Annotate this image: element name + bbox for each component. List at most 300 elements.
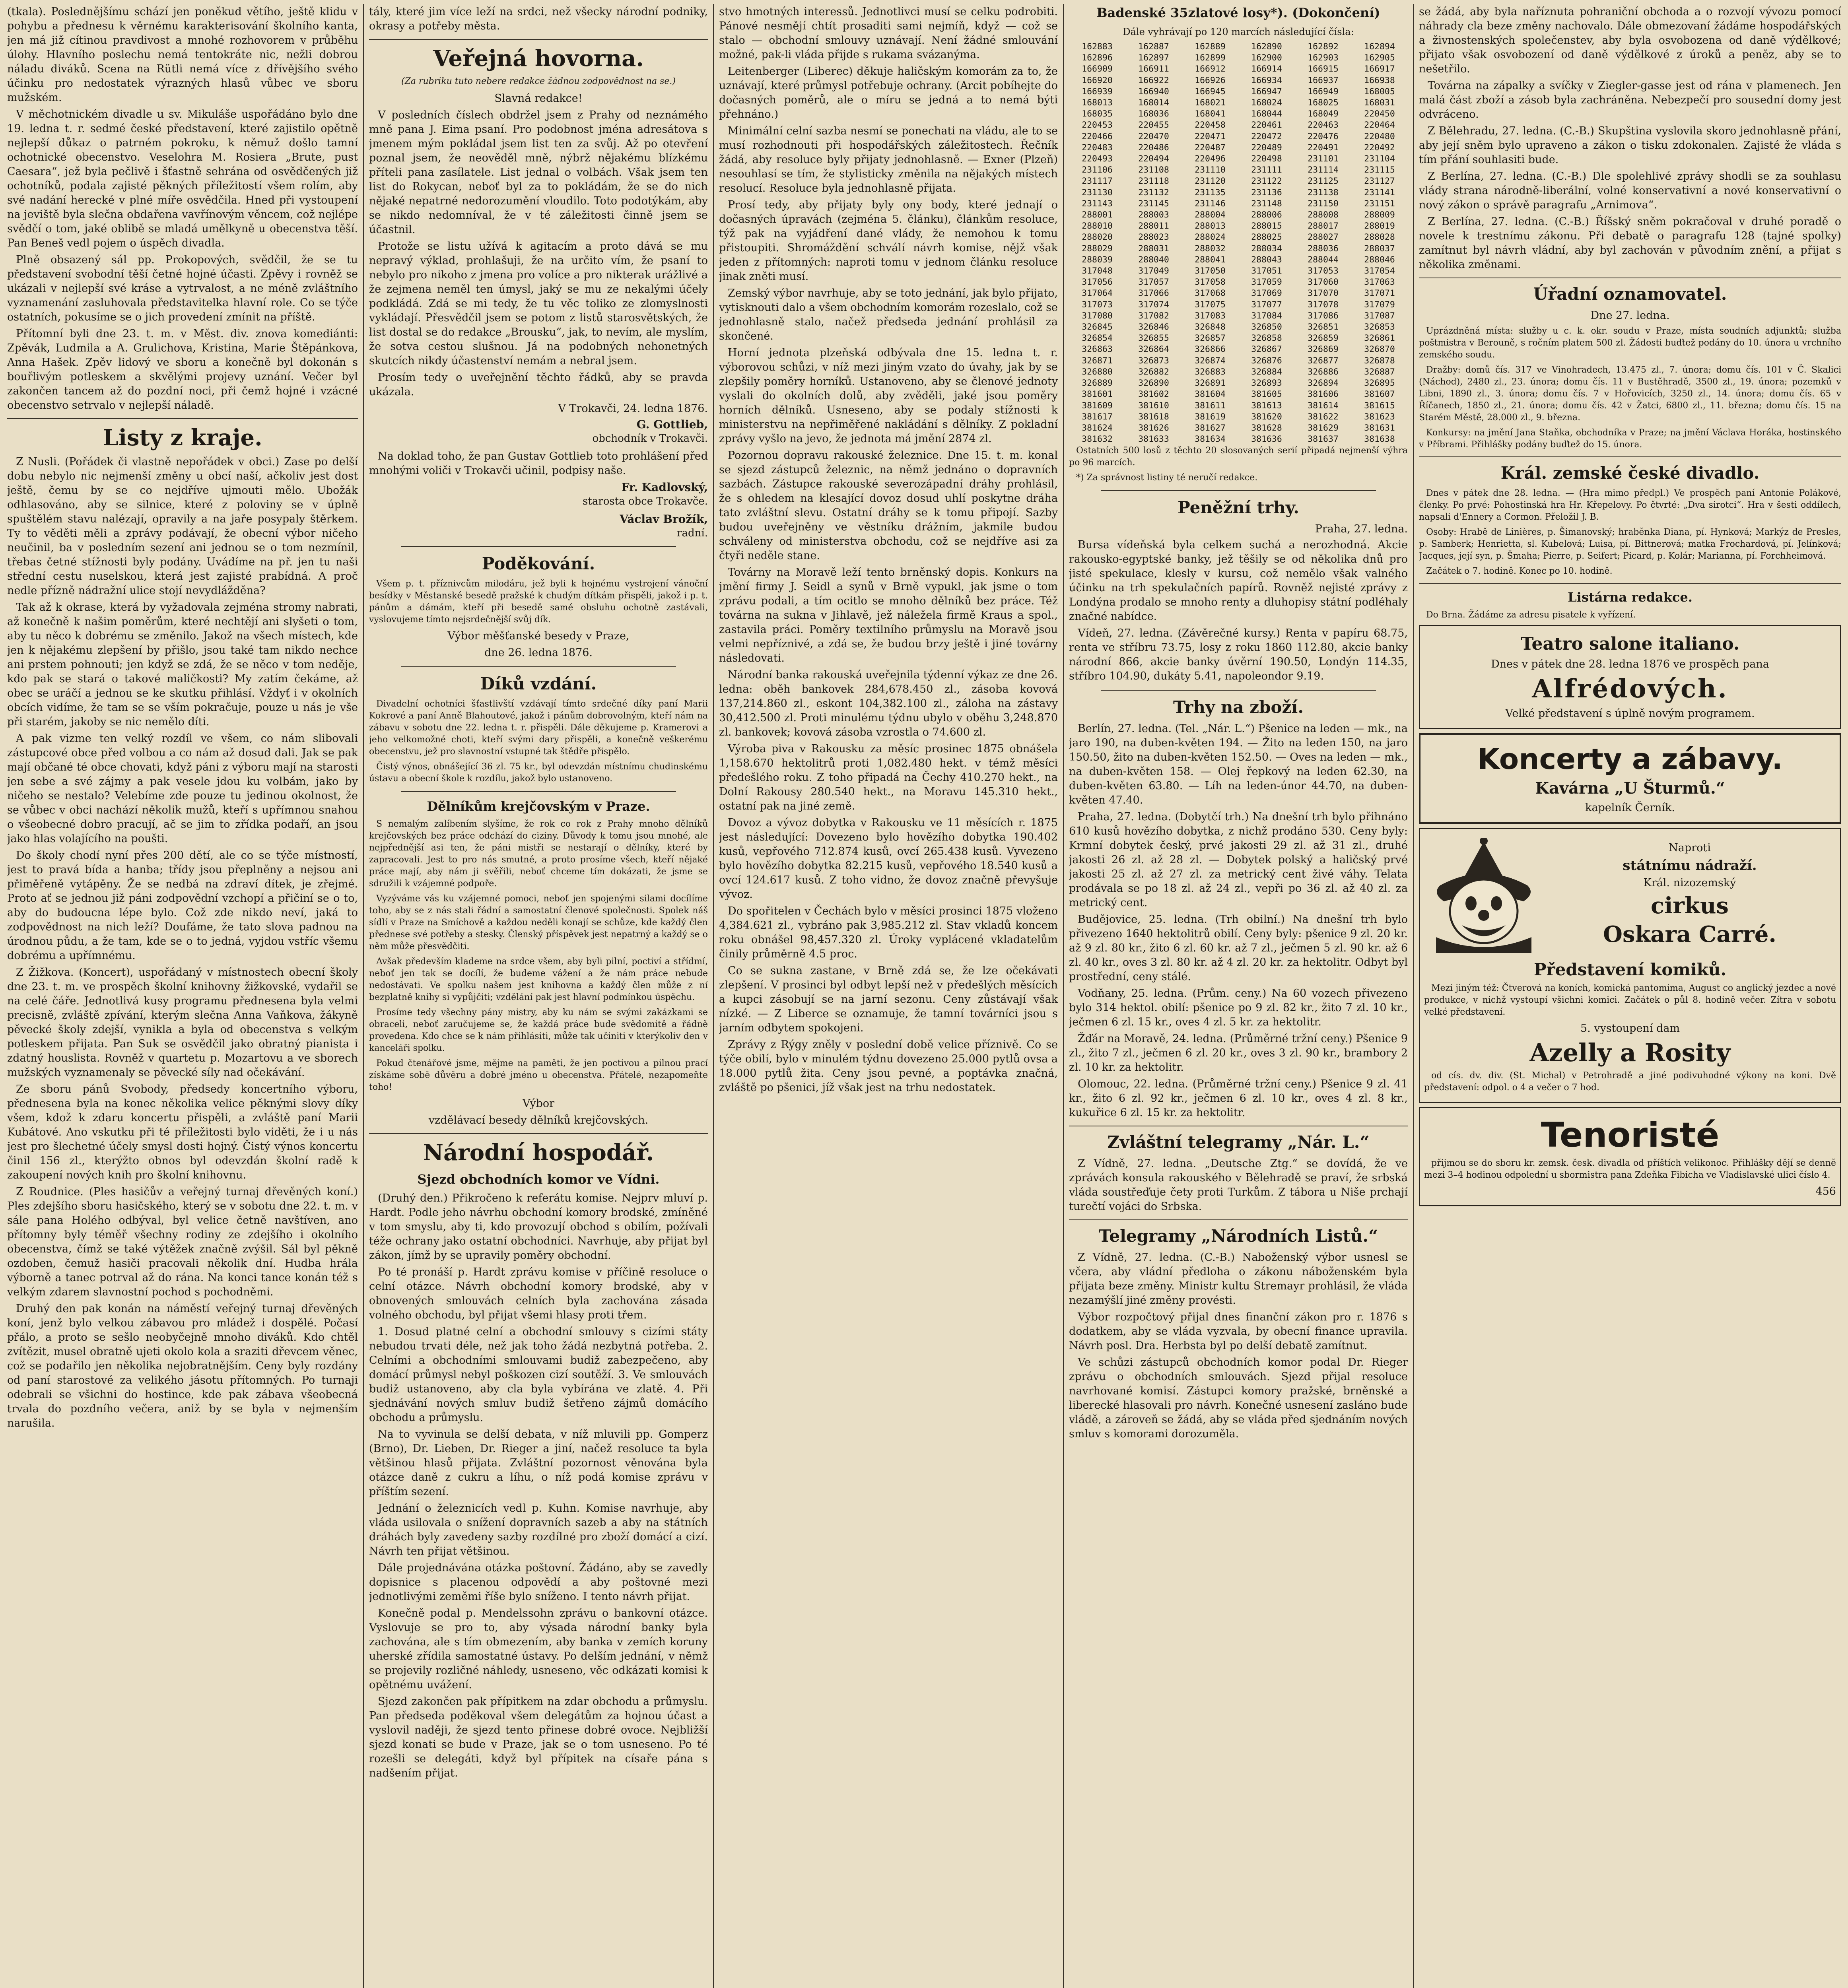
column-1 xyxy=(7,5,358,1988)
lottery-number: 288015 xyxy=(1251,221,1282,231)
article-text: Tak až k okrase, která by vyžadovala zejména stromy nabrati, až konečně k našim poměrům, které nechtějí ani slyšeti o tom, aby tu něco k dobrému se změnilo. Jakož na všech místech, kde jen k nějakému zlepšení by přišlo, jsou také tam nikdo nechce ani prstem pohnouti; jen když se zdá, že se něco v tom neděje, kdo pak se stará o takové maličkosti? My zatím čekáme, až obec se uráčí a jednou se ke skutku přihlásí. Vždyť i v okolních obcích vidíme, že tam se se vším pokračuje, pouze u nás je vše při starém, jakoby se nic nemělo díti. xyxy=(7,601,358,728)
lottery-number: 288037 xyxy=(1364,243,1395,254)
lottery-number: 381605 xyxy=(1251,389,1282,400)
lottery-number: 231120 xyxy=(1195,176,1226,186)
lottery-number: 162897 xyxy=(1138,53,1169,63)
lottery-number: 326876 xyxy=(1251,355,1282,366)
section-heading: Trhy na zboží. xyxy=(1173,697,1304,717)
article-text: Zprávy z Rýgy zněly v poslední době velice příznivě. Co se týče obilí, bylo v minulém týdnu dovezeno 25.000 pytlů ovsa a 18.000 pytlů žita. Ceny jsou pevné, a poptávka značná, zvláště po pšenici, jíž však jest na trhu nedostatek. xyxy=(719,1039,1058,1094)
article-text: Berlín, 27. ledna. (Tel. „Nár. L.“) Pšenice na leden — mk., na jaro 190, na duben-květen 194. — Žito na leden 150, na jaro 150.50, žito na duben-květen 152.50. — Oves na leden — mk., na duben-květen 158. — Olej řepkový na leden 62.30, na duben-květen 63.80. — Líh na leden-únor 44.70, na duben-květen 47.40. xyxy=(1069,722,1408,807)
article-text: Továrna na zápalky a svíčky v Ziegler-gasse jest od rána v plamenech. Jen malá část zboží a zásob byla zachráněna. Nebezpečí pro sousední domy jest odvráceno. xyxy=(1419,80,1841,120)
lottery-number: 168025 xyxy=(1308,98,1339,108)
lottery-number: 326845 xyxy=(1082,322,1113,332)
lottery-row xyxy=(1069,389,1408,400)
lottery-number: 381631 xyxy=(1364,423,1395,433)
lottery-number: 220463 xyxy=(1308,120,1339,130)
advertisement xyxy=(1419,828,1841,1103)
lottery-number: 220461 xyxy=(1251,120,1282,130)
lottery-number: 231106 xyxy=(1082,165,1113,175)
lottery-number: 288025 xyxy=(1251,232,1282,243)
lottery-number: 317059 xyxy=(1251,277,1282,287)
article-text: Po té pronáší p. Hardt zprávu komise v příčině resoluce o celní otázce. Návrh obchodní komory brodské, aby v obnovených smlouvách celních byla zachována zásada volného obchodu, byl přijat všemi hlasy proti třem. xyxy=(369,1266,708,1321)
article-text: Výbor rozpočtový přijal dnes finanční zákon pro r. 1876 s dodatkem, aby se vláda vyzvala, by obecní finance upravila. Návrh posl. Dra. Herbsta byl po delší debatě zamítnut. xyxy=(1069,1311,1408,1352)
lottery-number: 326874 xyxy=(1195,355,1226,366)
lottery-number: 326880 xyxy=(1082,367,1113,377)
article-text: Z Bělehradu, 27. ledna. (C.-B.) Skupština vyslovila skoro jednohlasně přání, aby její sněm bylo upraveno a zákon o tisku zdokonalen. Zajisté že vláda s tím přání souhlasiti bude. xyxy=(1419,125,1841,166)
article-text: Začátek o 7. hodině. Konec po 10. hodině. xyxy=(1426,566,1613,576)
article-text: Všem p. t. příznivcům milodáru, jež byli k hojnému vystrojení vánoční besídky v Městanské besedě pražské k chudým dítkám přispěli, jakož i p. t. pánům a dámám, kteří při besedě samé obsluhu ochotně zastávali, vyslovujeme tímto nejsrdečnější svůj dík. xyxy=(369,579,708,625)
lottery-row xyxy=(1069,187,1408,198)
lottery-row xyxy=(1069,322,1408,333)
lottery-row xyxy=(1069,355,1408,367)
lottery-number: 231110 xyxy=(1195,165,1226,175)
lottery-row xyxy=(1069,153,1408,165)
lottery-number: 317048 xyxy=(1082,266,1113,276)
lottery-row xyxy=(1069,176,1408,187)
lottery-row xyxy=(1069,221,1408,232)
lottery-number: 231132 xyxy=(1138,187,1169,198)
lottery-number: 317058 xyxy=(1195,277,1226,287)
lottery-number: 231104 xyxy=(1364,154,1395,164)
article-text: Uprázdněná místa: služby u c. k. okr. soudu v Praze, místa soudních adjunktů; služba poštmistra v Berouně, s ročním platem 500 zl. Žádosti buďtež podány do 10. února u vrchního zemského soudu. xyxy=(1419,326,1841,360)
section-heading: Zvláštní telegramy „Nár. L.“ xyxy=(1107,1132,1370,1152)
article-text: Pozornou dopravu rakouské železnice. Dne 15. t. m. konal se sjezd zástupců železnic, na němž jednáno o dopravních sazbách. Zástupce rakouské severozápadní dráhy prohlásil, že s ohledem na klesající dovoz dosud uhlí poskytne dráha tato zvláštní slevu. Ostatní dráhy se k tomu připojí. Sazby budou uveřejněny ve věstníku drážním, jakmile budou schváleny od ministerstva obchodu, což se nejdříve asi za čtyři neděle stane. xyxy=(719,449,1058,562)
lottery-number: 288004 xyxy=(1195,210,1226,220)
lottery-number: 220450 xyxy=(1364,109,1395,119)
article-text: Konkursy: na jmění Jana Staňka, obchodníka v Praze; na jmění Václava Horáka, hostinského v Příbrami. Přihlášky podány buďtež do 15. února. xyxy=(1419,428,1841,450)
lottery-number: 317086 xyxy=(1308,311,1339,321)
lottery-number: 231117 xyxy=(1082,176,1113,186)
lottery-number: 168021 xyxy=(1195,98,1226,108)
ad-text: 5. vystoupení dam xyxy=(1580,1022,1680,1035)
article-text: A pak vizme ten velký rozdíl ve všem, co nám slibovali zástupcové obce před volbou a co nám až dosud dali. Jak se pak mají občané té obce chovati, když páni z výboru mají na starosti jen sebe a své zájmy a pak vesele jdou ku volbám, jako by ničeho se nestalo? Velebíme zde pouze tu jedinou okolnost, že se vůbec v obci nachází několik mužů, kteří s upřímnou snahou o všeobecné dobro pracují, ač se jim to zřídka podaří, an jsou jako hlas volajícího na poušti. xyxy=(7,732,358,845)
article-text: Avšak především klademe na srdce všem, aby byli pilní, poctiví a střídmí, neboť jen tak se docílí, že budeme vážení a že nám práce nebude nedostávati. Ve spolku našem jest knihovna a každý člen může z ní bezplatně knihy si vypůjčiti; vzdělání pak jest hlavní podmínkou úspěchu. xyxy=(369,957,708,1002)
circus-header xyxy=(1424,834,1836,957)
lottery-number: 381615 xyxy=(1364,400,1395,411)
lottery-number: 381617 xyxy=(1082,412,1113,422)
article-text: Prosíme tedy všechny pány mistry, aby ku nám se svými zakázkami se obraceli, neboť zaručujeme se, že každá práce bude svědomitě a řádně provedena. Kdo chce se k nám přihlásiti, může tak učiniti v kterýkoliv den v kanceláři spolku. xyxy=(369,1008,708,1053)
lottery-row xyxy=(1069,142,1408,153)
ad-text: Král. nizozemský xyxy=(1643,877,1736,889)
column-3 xyxy=(719,5,1058,1988)
divider xyxy=(369,1133,708,1134)
article-text: Budějovice, 25. ledna. (Trh obilní.) Na dnešní trh bylo přivezeno 1640 hektolitrů obilí. Ceny byly: pšenice 9 zl. 20 kr. až 9 zl. 80 kr., žito 6 zl. 60 kr. až 7 zl., ječmen 5 zl. 90 kr. až 6 zl. 40 kr., oves 3 zl. 80 kr. až 4 zl. 20 kr. za hektolitr. Odbyt byl prostřední, ceny stálé. xyxy=(1069,913,1408,983)
lottery-number: 166912 xyxy=(1195,64,1226,74)
lottery-number: 326890 xyxy=(1138,378,1169,388)
lottery-table xyxy=(1069,41,1408,445)
ad-name: Oskara Carré. xyxy=(1603,921,1776,947)
lottery-row xyxy=(1069,210,1408,221)
lottery-number: 381613 xyxy=(1251,400,1282,411)
lottery-number: 231101 xyxy=(1308,154,1339,164)
lottery-number: 381622 xyxy=(1308,412,1339,422)
lottery-number: 326878 xyxy=(1364,355,1395,366)
lottery-number: 231114 xyxy=(1308,165,1339,175)
article-text: S nemalým zalíbením slyšíme, že rok co rok z Prahy mnoho dělníků krejčovských bez práce odchází do ciziny. Důvody k tomu jsou mnohé, ale nejpřednější asi ten, že páni mistři se nestarají o dělníky, které by zapracovali. Jest to pro nás smutné, a proto prosíme všech, kteří nějaké práce mají, aby nám ji svěřili, neboť chceme tím dokázati, že jsme se sdružili k vzájemné podpoře. xyxy=(369,819,708,889)
lottery-number: 288046 xyxy=(1364,254,1395,265)
lottery-number: 166915 xyxy=(1308,64,1339,74)
section-heading: Král. zemské české divadlo. xyxy=(1500,463,1760,483)
signature-role: radní. xyxy=(677,527,708,539)
lottery-number: 166926 xyxy=(1195,75,1226,85)
ad-number: 456 xyxy=(1815,1185,1836,1198)
article-text: Z Vídně, 27. ledna. (C.-B.) Naboženský výbor usnesl se včera, aby vládní předloha o zákonu náboženském byla přijata beze změny. Ministr kultu Stremayr prohlásil, že vláda nezamýšlí jiné změny provésti. xyxy=(1069,1251,1408,1307)
article-text: Čistý výnos, obnášející 36 zl. 75 kr., byl odevzdán místnímu chudinskému ústavu a obecní škole k rozdílu, jakož bylo ustanoveno. xyxy=(369,762,708,784)
lottery-number: 288019 xyxy=(1364,221,1395,231)
lottery-number: 326848 xyxy=(1195,322,1226,332)
lottery-number: 326857 xyxy=(1195,333,1226,344)
lottery-number: 166934 xyxy=(1251,75,1282,85)
lottery-number: 288008 xyxy=(1308,210,1339,220)
lottery-row xyxy=(1069,344,1408,355)
divider xyxy=(1101,690,1376,691)
lottery-number: 381620 xyxy=(1251,412,1282,422)
lottery-number: 220486 xyxy=(1138,142,1169,153)
lottery-number: 288003 xyxy=(1138,210,1169,220)
lottery-row xyxy=(1069,41,1408,52)
lottery-row xyxy=(1069,64,1408,75)
lottery-number: 168044 xyxy=(1251,109,1282,119)
ad-text: kapelník Černík. xyxy=(1585,802,1675,814)
lottery-number: 166949 xyxy=(1308,86,1339,97)
lottery-row xyxy=(1069,109,1408,120)
signature-name: Václav Brožík, xyxy=(620,513,708,526)
lottery-number: 317084 xyxy=(1251,311,1282,321)
signature-name: Fr. Kadlovský, xyxy=(621,481,708,494)
article-text: Ze sboru pánů Svobody, předsedy koncertního výboru, přednesena byla na konec několika velice pěknými slovy díky všem, kdož k zdaru koncertu přispěli, a zvláště paní Marii Kubátové. Ano vskutku při té příležitosti bylo viděti, že i u nás jest pro šlechetné účely smysl dosti hojný. Čistý výnos koncertu činil 156 zl., kterýžto obnos byl odevzdán školní radě k zakoupení nových knih pro školní knihovnu. xyxy=(7,1083,358,1181)
lottery-row xyxy=(1069,311,1408,322)
ad-text: státnímu nádraží. xyxy=(1623,858,1757,874)
article-text: Pokud čtenářové jsme, mějme na paměti, že jen poctivou a pilnou prací získáme sobě důvěru a dobré jméno u obecenstva. Přátelé, nezapomeňte toho! xyxy=(369,1058,708,1092)
section-heading: Listy z kraje. xyxy=(103,425,262,451)
lottery-number: 288020 xyxy=(1082,232,1113,243)
divider xyxy=(369,39,708,40)
lottery-number: 317050 xyxy=(1195,266,1226,276)
lottery-number: 231145 xyxy=(1138,198,1169,209)
lottery-number: 162887 xyxy=(1138,42,1169,52)
ad-text: Naproti xyxy=(1669,842,1711,854)
lottery-number: 381624 xyxy=(1082,423,1113,433)
column-rule xyxy=(363,4,364,1988)
divider xyxy=(401,546,676,547)
lottery-row xyxy=(1069,97,1408,109)
lottery-number: 317077 xyxy=(1251,299,1282,310)
lottery-number: 231130 xyxy=(1082,187,1113,198)
lottery-number: 288009 xyxy=(1364,210,1395,220)
article-text: Do školy chodí nyní přes 200 dětí, ale co se týče místností, jest to pravá bída a hanba; třídy jsou přeplněny a nejsou ani přiměřeně vytápěny. Že se nedbá na zdraví dítek, je zřejmé. Proto ať se jednou již páni zodpovědní vzchopí a přičiní se o to, aby do budoucna lépe bylo. Což zde nikdo neví, jaká to zodpovědnost na nich leží? Doufáme, že tato slova padnou na úrodnou půdu, a že tam, kde se o to jedná, vyjdou vstříc všemu dobrému a upřímnému. xyxy=(7,849,358,962)
lottery-number: 288028 xyxy=(1364,232,1395,243)
lottery-row xyxy=(1069,434,1408,445)
lottery-number: 231122 xyxy=(1251,176,1282,186)
lottery-number: 220483 xyxy=(1082,142,1113,153)
lottery-number: 220476 xyxy=(1308,131,1339,142)
dateline: Praha, 27. ledna. xyxy=(1315,523,1408,536)
lottery-row xyxy=(1069,423,1408,434)
lottery-number: 220494 xyxy=(1138,154,1169,164)
article-text: Plně obsazený sál pp. Prokopových, svědčil, že se tu představení svobodní těší četné hojné účasti. Zpěvy i rovněž se ukázali v nejlepší své kráse a vytrvalost, a ne méně zvláštního vyznamenání zasluhovala představitelka hlavní role. Co se týče ostatních, pokusíme se o jich provedení zmínit na příště. xyxy=(7,254,358,323)
lottery-number: 317066 xyxy=(1138,288,1169,299)
article-text: 1. Dosud platné celní a obchodní smlouvy s cizími státy nebudou trvati déle, než jak toho žádá nezbytná potřeba. 2. Celními a obchodními smlouvami budiž zabezpečeno, aby domácí průmysl nebyl poškozen cizí soutěží. 3. Ve smlouvách budiž ustanoveno, aby cla byla vybírána ve zlatě. 4. Při sjednávání nových smluv budiž šetřeno zájmů domácího obchodu a průmyslu. xyxy=(369,1326,708,1424)
section-note: (Za rubriku tuto nebere redakce žádnou zodpovědnost na se.) xyxy=(401,76,676,86)
lottery-number: 288039 xyxy=(1082,254,1113,265)
lottery-number: 317056 xyxy=(1082,277,1113,287)
lottery-number: 220455 xyxy=(1138,120,1169,130)
column-2 xyxy=(369,5,708,1988)
lottery-number: 162896 xyxy=(1082,53,1113,63)
lottery-number: 220466 xyxy=(1082,131,1113,142)
lottery-number: 162903 xyxy=(1308,53,1339,63)
advertisement xyxy=(1419,1107,1841,1206)
section-heading: Díků vzdání. xyxy=(480,674,597,693)
letter-date: V Trokavči, 24. ledna 1876. xyxy=(558,402,708,415)
lottery-number: 326850 xyxy=(1251,322,1282,332)
lottery-row xyxy=(1069,333,1408,344)
lottery-number: 231148 xyxy=(1251,198,1282,209)
lottery-number: 326877 xyxy=(1308,355,1339,366)
article-text: V posledních číslech obdržel jsem z Prahy od neznámého mně pana J. Eima psaní. Pro podobnost jména adresátova s jmenem mým pokládal jsem list ten za svůj. Až po otevření poznal jsem, že neověděl mně, nýbrž nějakému blízkému příteli pana zasílatele. List jednal o volbách. Však jsem ten list do Rokycan, neboť byl za to pokládám, že se do nich nějaké nepatrné nedorozumění vloudilo. Toto podotýkám, aby se nikdo nedomníval, že v té záležitosti činně jsem se účastnil. xyxy=(369,109,708,236)
advertisement xyxy=(1419,625,1841,729)
divider xyxy=(7,418,358,419)
ad-name: Azelly a Rosity xyxy=(1529,1038,1731,1067)
article-text: (tkala). Poslednějšímu schází jen poněkud větího, ještě klidu v pohybu a přednesu k věrnému karakterisování školního kanta, jen má již cítinou pravdivost a mnohé rozhovorem v průběhu úlohy. Hlavního poslechu nemá tentokráte nic, nežli dobrou náladu diváků. Scena na Rütli nemá více z dřívějšího svého účinku pro nedostatek výrazných hlasů vůbec ve sboru mužském. xyxy=(7,6,358,104)
lottery-number: 381628 xyxy=(1251,423,1282,433)
article-text: Dále projednávána otázka poštovní. Žádáno, aby se zavedly dopisnice s placenou odpovědí a aby poštovné mezi jednotlivými zeměmi říše bylo sníženo. I tento návrh přijat. xyxy=(369,1562,708,1603)
lottery-number: 168031 xyxy=(1364,98,1395,108)
article-text: Zemský výbor navrhuje, aby se toto jednání, jak bylo přijato, vytisknouti dalo a všem obchodním komorám rozeslalo, což se jednohlasně stalo, načež předseda jednání prohlásil za skončené. xyxy=(719,287,1058,342)
lottery-number: 220453 xyxy=(1082,120,1113,130)
lottery-number: 166939 xyxy=(1082,86,1113,97)
lottery-number: 288043 xyxy=(1251,254,1282,265)
lottery-number: 317074 xyxy=(1138,299,1169,310)
lottery-number: 168036 xyxy=(1138,109,1169,119)
lottery-number: 231115 xyxy=(1364,165,1395,175)
advertisement xyxy=(1419,733,1841,824)
article-text: Z Vídně, 27. ledna. „Deutsche Ztg.“ se dovídá, že ve zprávách konsula rakouského v Bělehradě se praví, že srbská vláda soustřeďuje čety proti Turkům. Z tábora u Niše prchají turečtí vojáci do Srbska. xyxy=(1069,1157,1408,1213)
lottery-number: 166937 xyxy=(1308,75,1339,85)
lottery-row xyxy=(1069,277,1408,288)
article-text: Z Žižkova. (Koncert), uspořádaný v místnostech obecní školy dne 23. t. m. ve prospěch školní knihovny žižkovské, vydařil se na celé čáře. Jednotlivá kusy programu přednesena byla velmi precisně, zvláště zpívání, kterým slečna Anna Vaňkova, žákyně pěvecké školy zdejší, vynikla a byla od obecenstva s velkým potleskem přijata. Pan Suk se osvědčil jako obratný pianista i zdatný houslista. Rovněž v quartetu p. Mozartovu a ve sborech mužských vyznamenaly se pěvecké síly nad očekávání. xyxy=(7,966,358,1079)
article-text: Z Roudnice. (Ples hasičův a veřejný turnaj dřevěných koní.) Ples zdejšího sboru hasičského, který se v sobotu dne 22. t. m. v sále pana Holého odbýval, byl velice četně navštíven, ano přítomny byly téměř všechny rodiny ze zdejšího i okolního obecenstva, čímž se také výtěžek značně zvýšil. Sál byl pěkně ozdoben, čemuž hasiči pracovali několik dní. Hudba hrála výborně a tanec potrval až do rána. Na konci tance konán též s velkým zdarem slavnostní pochod s pochodněmi. xyxy=(7,1186,358,1298)
lottery-number: 381602 xyxy=(1138,389,1169,400)
lottery-number: 381632 xyxy=(1082,434,1113,445)
lottery-number: 381636 xyxy=(1251,434,1282,445)
lottery-number: 231143 xyxy=(1082,198,1113,209)
lottery-number: 326873 xyxy=(1138,355,1169,366)
lottery-number: 231150 xyxy=(1308,198,1339,209)
lottery-number: 166920 xyxy=(1082,75,1113,85)
lottery-row xyxy=(1069,288,1408,299)
ad-text: Velké představení s úplně novým programem. xyxy=(1505,707,1755,720)
lottery-number: 317063 xyxy=(1364,277,1395,287)
ad-text: přijmou se do sboru kr. zemsk. česk. divadla od příštích velikonoc. Přihlášky dějí se denně mezi 3–4 hodinou odpolední u sbormistra pana Zdeňka Fibicha ve Vladislavské ulici číslo 4. xyxy=(1424,1158,1836,1180)
lottery-number: 326866 xyxy=(1195,344,1226,355)
lottery-number: 317064 xyxy=(1082,288,1113,299)
article-text: Na doklad toho, že pan Gustav Gottlieb toto prohlášení před mnohými voliči v Trokavči učinil, podpisy naše. xyxy=(369,450,708,477)
article-text: V měchotnickém divadle u sv. Mikuláše uspořádáno bylo dne 19. ledna t. r. sedmé české představení, které zajistilo opětně nejlepší důkaz o patrném pokroku, k němuž došlo tamní ochotnické obecenstvo. Veselohra M. Rosiera „Brute, pust Caesara“, jež byla pečlivě i šťastně sehrána od osvědčených již ochotníků, podala zajisté pěkných příležitostí všem rolím, aby své nadání herecké v plné míře osvědčila. Hned při vystoupení na jeviště byla slečna obdařena vavřínovým věncem, což nejlépe svědčí o tom, jaké oblibě se mladá umělkyně u obecenstva těší. Pan Beneš vedl pojem o úspěch divadla. xyxy=(7,108,358,249)
lottery-number: 381614 xyxy=(1308,400,1339,411)
article-text: Prosí tedy, aby přijaty byly ony body, které jednají o dočasných úpravách (zejména 5. článku), článkům resoluce, týž pak na vyjádření dané vlády, že nemohou k tomu přistoupiti. Shromáždění schválí návrh komise, nějž však jeden z přítomných: naproti tomu v jednom článku resoluce jinak zněti musí. xyxy=(719,199,1058,283)
article-text: Divadelní ochotníci šťastlivští vzdávají tímto srdečné díky paní Marii Kokrové a paní Anně Blahoutové, jakož i pánům dobrovolným, kteří nám na zábavu v sobotu dne 22. ledna t. r. přispěli. Dále děkujeme p. Kramerovi a jeho velkomožné choti, kteří svými dary přispěli, a konečně veškerému obecenstvu, jež pro slavnostní vstupné tak štědře přispělo. xyxy=(369,699,708,757)
ad-title: Tenoristé xyxy=(1541,1115,1720,1155)
lottery-number: 168041 xyxy=(1195,109,1226,119)
lottery-number: 168024 xyxy=(1251,98,1282,108)
lottery-number: 220464 xyxy=(1364,120,1395,130)
lottery-number: 326894 xyxy=(1308,378,1339,388)
article-title: Sjezd obchodních komor ve Vídni. xyxy=(417,1172,660,1187)
lottery-number: 166940 xyxy=(1138,86,1169,97)
lottery-number: 317054 xyxy=(1364,266,1395,276)
lottery-number: 288013 xyxy=(1195,221,1226,231)
article-text: Druhý den pak konán na náměstí veřejný turnaj dřevěných koní, jenž bylo velkou zábavou pro mládež i dospělé. Počasí přálo, a proto se sešlo neobyčejně mnoho diváků. Kdo chtěl zvítězit, musel obratně ujeti okolo kola a sraziti dřevcem věnec, což se podařilo jen několika nejobratnějším. Ceny byly rozdány od paní starostové za velikého jásotu přítomných. Po turnaji odebrali se všichni do hostince, kde pak zábava všeobecná trvala do pozdního večera, aniž by se byla v nejmenším narušila. xyxy=(7,1303,358,1429)
lottery-number: 288010 xyxy=(1082,221,1113,231)
lottery-number: 326863 xyxy=(1082,344,1113,355)
lottery-number: 288034 xyxy=(1251,243,1282,254)
article-text: Žďár na Moravě, 24. ledna. (Průměrné tržní ceny.) Pšenice 9 zl., žito 7 zl., ječmen 6 zl. 20 kr., oves 3 zl. 90 kr., brambory 2 zl. 10 kr. za hektolitr. xyxy=(1069,1033,1408,1074)
lottery-number: 381627 xyxy=(1195,423,1226,433)
lottery-number: 162905 xyxy=(1364,53,1395,63)
article-text: Do spořitelen v Čechách bylo v měsíci prosinci 1875 vloženo 4,384.621 zl., vybráno pak 3,985.212 zl. Stav vkladů koncem roku obnášel 98,457.320 zl. Úroky vyplácené vkladatelům činily průměrně 4.5 proc. xyxy=(719,905,1058,960)
lottery-number: 381609 xyxy=(1082,400,1113,411)
lottery-number: 162900 xyxy=(1251,53,1282,63)
lottery-number: 381606 xyxy=(1308,389,1339,400)
column-4 xyxy=(1069,5,1408,1988)
lottery-number: 220480 xyxy=(1364,131,1395,142)
lottery-number: 162883 xyxy=(1082,42,1113,52)
lottery-number: 381618 xyxy=(1138,412,1169,422)
article-text: Výroba piva v Rakousku za měsíc prosinec 1875 obnášela 1,158.670 hektolitrů proti 1,082.480 hekt. v témž měsíci předešlého roku. Z toho připadá na Čechy 410.270 hekt., na Dolní Rakousy 280.540 hekt., na Moravu 145.310 hekt., ostatní pak na jiné země. xyxy=(719,743,1058,812)
lottery-number: 220471 xyxy=(1195,131,1226,142)
article-text: Osoby: Hrabě de Linières, p. Šimanovský; hraběnka Diana, pí. Hynková; Markýz de Presles, p. Samberk; Henrietta, sl. Kubelová; Luisa, pí. Bittnerová; matka Frochardová, pí. Jelínková; Jacques, její syn, p. Šmaha; Pierre, p. Seifert; Picard, p. Kolár; Marianna, pí. Forchheimová. xyxy=(1419,527,1841,561)
column-rule xyxy=(1063,4,1064,1988)
lottery-number: 231151 xyxy=(1364,198,1395,209)
lottery-row xyxy=(1069,378,1408,389)
lottery-number: 231138 xyxy=(1308,187,1339,198)
lottery-number: 326859 xyxy=(1308,333,1339,344)
lottery-number: 317060 xyxy=(1308,277,1339,287)
footnote: *) Za správnost listiny té neručí redakce. xyxy=(1076,473,1258,483)
divider xyxy=(1419,583,1841,584)
lottery-number: 220496 xyxy=(1195,154,1226,164)
lottery-number: 326854 xyxy=(1082,333,1113,344)
article-text: Protože se listu užívá k agitacím a proto dává se mu nepravý výklad, prohlašuji, že na určito vím, že psaní to nebylo pro nikoho z jmena pro volíce a pro nikterak urážlivé a že zejmena neměl ten úmysl, jaký se mu ze nekalými účely podkládá. Zdá se mi tedy, že tu věc toliko ze zlomyslnosti vykládají. Přesvědčil jsem se potom z listů starosvětských, že list dostal se do redakce „Brousku“, jak, to nevím, ale myslím, že sotva cestou slušnou. Já na podobných nehonetných skutcích nikdy účastenství nemám a nebral jsem. xyxy=(369,240,708,367)
divider xyxy=(401,791,676,792)
article-text: Národní banka rakouská uveřejnila týdenní výkaz ze dne 26. ledna: oběh bankovek 284,678.450 zl., zásoba kovová 137,214.860 zl., eskont 104,382.100 zl., záloha na zástavy 30,412.500 zl. Proti minulému týdnu ubylo v oběhu 3,248.870 zl. bankovek; kovová zásoba vzrostla o 74.600 zl. xyxy=(719,669,1058,738)
article-text: stvo hmotných interessů. Jednotlivci musí se celku podrobiti. Pánové nesmějí chtít prosaditi sami nejmíň, když — což se stalo — obchodní smlouvy uznávají. Není žádné smlouvání možné, pak-li vláda přijde s rukama svázanýma. xyxy=(719,6,1058,61)
lottery-number: 231146 xyxy=(1195,198,1226,209)
lottery-number: 231108 xyxy=(1138,165,1169,175)
lottery-number: 168049 xyxy=(1308,109,1339,119)
list-intro: Dále vyhrávají po 120 marcích následující čísla: xyxy=(1123,26,1354,37)
section-heading: Veřejná hovorna. xyxy=(433,45,644,72)
lottery-number: 166914 xyxy=(1251,64,1282,74)
lottery-number: 317069 xyxy=(1251,288,1282,299)
article-text: Z Berlína, 27. ledna. (C.-B.) Říšský sněm pokračoval v druhé poradě o novele k trestnímu zákonu. Při debatě o paragrafu 128 (tajné spolky) zamítnut byl návrh vládní, aby byl zachován v původním znění, a přijat s několika změnami. xyxy=(1419,215,1841,271)
lottery-number: 288001 xyxy=(1082,210,1113,220)
lottery-number: 326891 xyxy=(1195,378,1226,388)
lottery-number: 381629 xyxy=(1308,423,1339,433)
lottery-number: 317075 xyxy=(1195,299,1226,310)
lottery-number: 288027 xyxy=(1308,232,1339,243)
article-text: Bursa vídeňská byla celkem suchá a nerozhodná. Akcie rakousko-egyptské banky, jež těšily se od několika dnů pro jisté spekulace, klesly v kursu, což nemělo však valného účinku na trh spekulačních papírů. Rovněž nejisté zprávy z Londýna prodalo se mnoho renty a dluhopisy státní podléhaly značné nabídce. xyxy=(1069,539,1408,623)
section-heading: Listárna redakce. xyxy=(1568,590,1693,605)
lottery-number: 317053 xyxy=(1308,266,1339,276)
lottery-number: 162890 xyxy=(1251,42,1282,52)
column-5 xyxy=(1419,5,1841,1988)
lottery-number: 166938 xyxy=(1364,75,1395,85)
lottery-number: 288017 xyxy=(1308,221,1339,231)
letter-date: dne 26. ledna 1876. xyxy=(484,646,593,659)
column-rule xyxy=(1413,4,1414,1988)
article-text: Minimální celní sazba nesmí se ponechati na vládu, ale to se musí rozhodnouti při hospodářských záležitostech. Řečník žádá, aby resoluce byly přijaty jednohlasně. — Exner (Plzeň) nesouhlasí se tím, že stylisticky změnila na nějakých místech resolucí. Resoluce byla jednohlasně přijata. xyxy=(719,125,1058,194)
signature-role: starosta obce Trokavče. xyxy=(582,495,708,507)
article-text: Dražby: domů čís. 317 ve Vinohradech, 13.475 zl., 7. února; domu čís. 101 v Č. Skalici (Náchod), 2480 zl., 23. února; domu čís. 11 v Bustěhradě, 3500 zl., 19. února; pozemků v Libni, 1890 zl., 3. února; domu čís. 7 v Hořovicích, 3250 zl., 14. února; domu čís. 65 v Říčanech, 1850 zl., 21. února; domu čís. 42 v Žatci, 6800 zl., 11. března; domu čís. 15 na Starém Městě, 28.000 zl., 9. března. xyxy=(1419,365,1841,423)
lottery-number: 317057 xyxy=(1138,277,1169,287)
lottery-number: 317078 xyxy=(1308,299,1339,310)
lottery-number: 162899 xyxy=(1195,53,1226,63)
lottery-number: 317083 xyxy=(1195,311,1226,321)
lottery-row xyxy=(1069,86,1408,97)
lottery-number: 288036 xyxy=(1308,243,1339,254)
lottery-number: 326884 xyxy=(1251,367,1282,377)
ad-subtitle: Představení komiků. xyxy=(1533,960,1727,979)
article-text: Dovoz a vývoz dobytka v Rakousku ve 11 měsících r. 1875 jest následující: Dovezeno bylo hovězího dobytka 190.402 kusů, vepřového 712.874 kusů, ovcí 265.438 kusů. Vyvezeno bylo hovězího dobytka 82.215 kusů, vepřového 18.540 kusů a ovcí 124.617 kusů. Z toho vidno, že dovoz značně převyšuje vývoz. xyxy=(719,817,1058,901)
lottery-number: 288032 xyxy=(1195,243,1226,254)
lottery-number: 288031 xyxy=(1138,243,1169,254)
lottery-row xyxy=(1069,367,1408,378)
lottery-number: 326846 xyxy=(1138,322,1169,332)
section-heading: Peněžní trhy. xyxy=(1178,498,1299,518)
lottery-number: 326861 xyxy=(1364,333,1395,344)
lottery-number: 317051 xyxy=(1251,266,1282,276)
lottery-row xyxy=(1069,165,1408,176)
section-heading: Poděkování. xyxy=(482,554,595,573)
ad-text: Mezi jiným též: Čtverová na koních, komická pantomima, August co anglický jezdec a nové produkce, v nichž vystoupí všichni komici. Začátek o půl 8. hodině večer. Zítra v sobotu velké představení. xyxy=(1424,983,1836,1017)
lottery-number: 317049 xyxy=(1138,266,1169,276)
article-text: Ve schůzi zástupců obchodních komor podal Dr. Rieger zprávu o obchodních smlouvách. Sjezd přijal resoluce navrhované komisí. Zástupci komory pražské, brněnské a liberecké hlasovali pro návrh. Konečné usnesení zasláno bude vládě, a zároveň se žádá, aby se vláda před sjednáním nových smluv s komorami dorozuměla. xyxy=(1069,1356,1408,1441)
lottery-number: 381611 xyxy=(1195,400,1226,411)
article-text: Co se sukna zastane, v Brně zdá se, že lze očekávati zlepšení. V prosinci byl odbyt lepší než v předešlých měsících a kupci zásobují se na jarní sezonu. Ceny zůstávají však nízké. — Z Liberce se oznamuje, že tamní továrníci jsou s jarním odbytem spokojeni. xyxy=(719,965,1058,1034)
lottery-number: 326871 xyxy=(1082,355,1113,366)
lottery-number: 220472 xyxy=(1251,131,1282,142)
ad-name: Alfrédových. xyxy=(1532,674,1728,704)
lottery-number: 288024 xyxy=(1195,232,1226,243)
lottery-row xyxy=(1069,120,1408,131)
lottery-number: 166947 xyxy=(1251,86,1282,97)
lottery-number: 220491 xyxy=(1308,142,1339,153)
divider xyxy=(401,666,676,667)
lottery-number: 162892 xyxy=(1308,42,1339,52)
lottery-number: 231141 xyxy=(1364,187,1395,198)
article-text: Továrny na Moravě leží tento brněnský dopis. Konkurs na jmění firmy J. Seidl a synů v Brně vypukl, jak jsme o tom zprávu podali, a tím ocitlo se mnoho dělníků bez práce. Též továrna na sukna v Jihlavě, jež náležela firmě Kraus a spol., zastavila práci. Poměry textilního průmyslu na Moravě jsou velmi nepříznivé, a zdá se, že budou brzy ještě i jiné továrny následovati. xyxy=(719,566,1058,664)
lottery-number: 220492 xyxy=(1364,142,1395,153)
lottery-number: 231135 xyxy=(1195,187,1226,198)
article-text: Ostatních 500 losů z těchto 20 slosovaných serií připadá nejmenší výhra po 96 marcích. xyxy=(1069,446,1408,468)
lottery-row xyxy=(1069,412,1408,423)
lottery-number: 326867 xyxy=(1251,344,1282,355)
lottery-number: 231118 xyxy=(1138,176,1169,186)
lottery-number: 381619 xyxy=(1195,412,1226,422)
lottery-number: 381626 xyxy=(1138,423,1169,433)
lottery-number: 326895 xyxy=(1364,378,1395,388)
lottery-number: 326855 xyxy=(1138,333,1169,344)
lottery-number: 166917 xyxy=(1364,64,1395,74)
ad-text: od cís. dv. div. (St. Michal) v Petrohradě a jiné podivuhodné výkony na koni. Dvě představení: odpol. o 4 a večer o 7 hod. xyxy=(1424,1071,1836,1093)
lottery-number: 168005 xyxy=(1364,86,1395,97)
article-text: Přítomní byli dne 23. t. m. v Měst. div. znova komediánti: Zpěvák, Ludmila a A. Grulichova, Kristina, Marie Štěpánkova, Anna Hašek. Zpěv lidový ve sboru a konečně byl dokonán s bouřlivým potleskem a skvělými projevy uznání. Večer byl zakončen tancem až do pozdní noci, při čemž hojné i vzácné obecenstvo setrvalo v nejlepší náladě. xyxy=(7,328,358,412)
ad-title: cirkus xyxy=(1651,893,1729,919)
lottery-number: 162894 xyxy=(1364,42,1395,52)
lottery-number: 168035 xyxy=(1082,109,1113,119)
